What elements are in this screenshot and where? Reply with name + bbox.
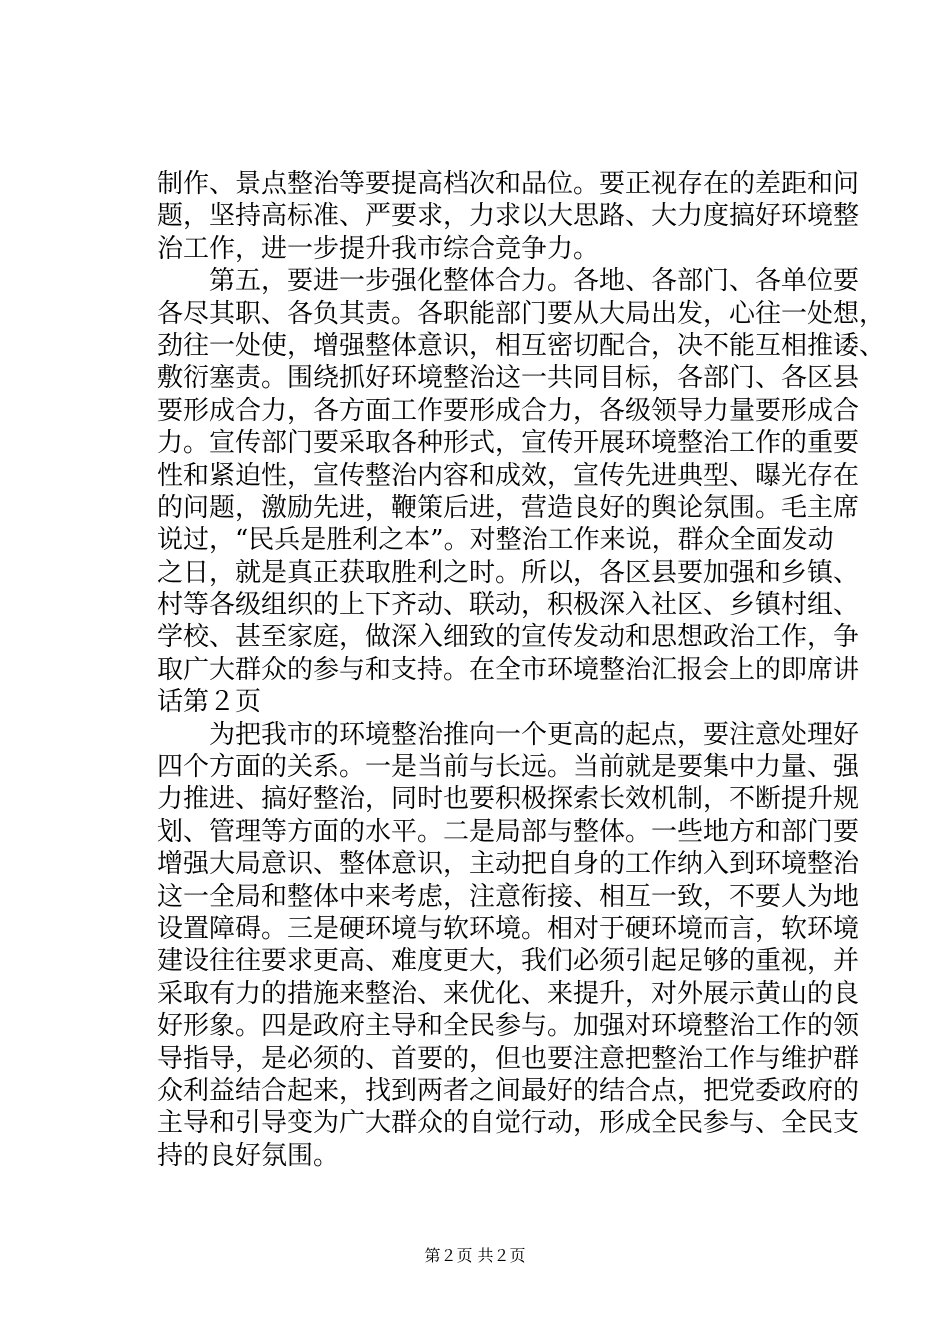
text-line: 主导和引导变为广大群众的自觉行动，形成全民参与、全民支 [157,1108,860,1139]
text-line: 村等各级组织的上下齐动、联动，积极深入社区、乡镇村组、 [157,590,860,621]
text-line: 学校、甚至家庭，做深入细致的宣传发动和思想政治工作，争 [157,622,860,653]
text-line: 说过，“民兵是胜利之本”。对整治工作来说，群众全面发动 [157,525,834,556]
text-line: 之日，就是真正获取胜利之时。所以，各区县要加强和乡镇、 [157,557,860,588]
text-line: 第五，要进一步强化整体合力。各地、各部门、各单位要 [157,266,860,297]
text-line: 四个方面的关系。一是当前与长远。当前就是要集中力量、强 [157,752,860,783]
text-line: 的问题，激励先进，鞭策后进，营造良好的舆论氛围。毛主席 [157,492,860,523]
text-line: 治工作，进一步提升我市综合竞争力。 [157,233,600,264]
document-body [157,168,886,1172]
text-line: 众利益结合起来，找到两者之间最好的结合点，把党委政府的 [157,1075,860,1106]
text-line: 各尽其职、各负其责。各职能部门要从大局出发，心往一处想， [157,298,886,329]
page-footer: 第２页 共２页 [424,1246,526,1265]
text-line: 这一全局和整体中来考虑，注意衔接、相互一致，不要人为地 [157,881,860,912]
text-line: 敷衍塞责。围绕抓好环境整治这一共同目标，各部门、各区县 [157,363,860,394]
text-line: 建设往往要求更高、难度更大，我们必须引起足够的重视，并 [157,946,860,977]
text-line: 划、管理等方面的水平。二是局部与整体。一些地方和部门要 [157,816,860,847]
text-line: 题，坚持高标准、严要求，力求以大思路、大力度搞好环境整 [157,201,860,232]
text-line: 劲往一处使，增强整体意识，相互密切配合，决不能互相推诿、 [157,330,886,361]
text-line: 好形象。四是政府主导和全民参与。加强对环境整治工作的领 [157,1011,860,1042]
text-line: 为把我市的环境整治推向一个更高的起点，要注意处理好 [157,719,860,750]
text-line: 导指导，是必须的、首要的，但也要注意把整治工作与维护群 [157,1043,860,1074]
text-line: 性和紧迫性，宣传整治内容和成效，宣传先进典型、曝光存在 [157,460,860,491]
text-line: 取广大群众的参与和支持。在全市环境整治汇报会上的即席讲 [157,654,860,685]
text-line: 采取有力的措施来整治、来优化、来提升，对外展示黄山的良 [157,978,860,1009]
text-line: 增强大局意识、整体意识，主动把自身的工作纳入到环境整治 [157,849,860,880]
text-line: 要形成合力，各方面工作要形成合力，各级领导力量要形成合 [157,395,860,426]
text-line: 制作、景点整治等要提高档次和品位。要正视存在的差距和问 [157,169,860,199]
text-line: 话第２页 [157,687,262,718]
text-line: 设置障碍。三是硬环境与软环境。相对于硬环境而言，软环境 [157,913,860,944]
text-line: 力推进、搞好整治，同时也要积极探索长效机制，不断提升规 [157,784,860,815]
text-line: 力。宣传部门要采取各种形式，宣传开展环境整治工作的重要 [157,428,860,459]
text-line: 持的良好氛围。 [157,1140,340,1171]
